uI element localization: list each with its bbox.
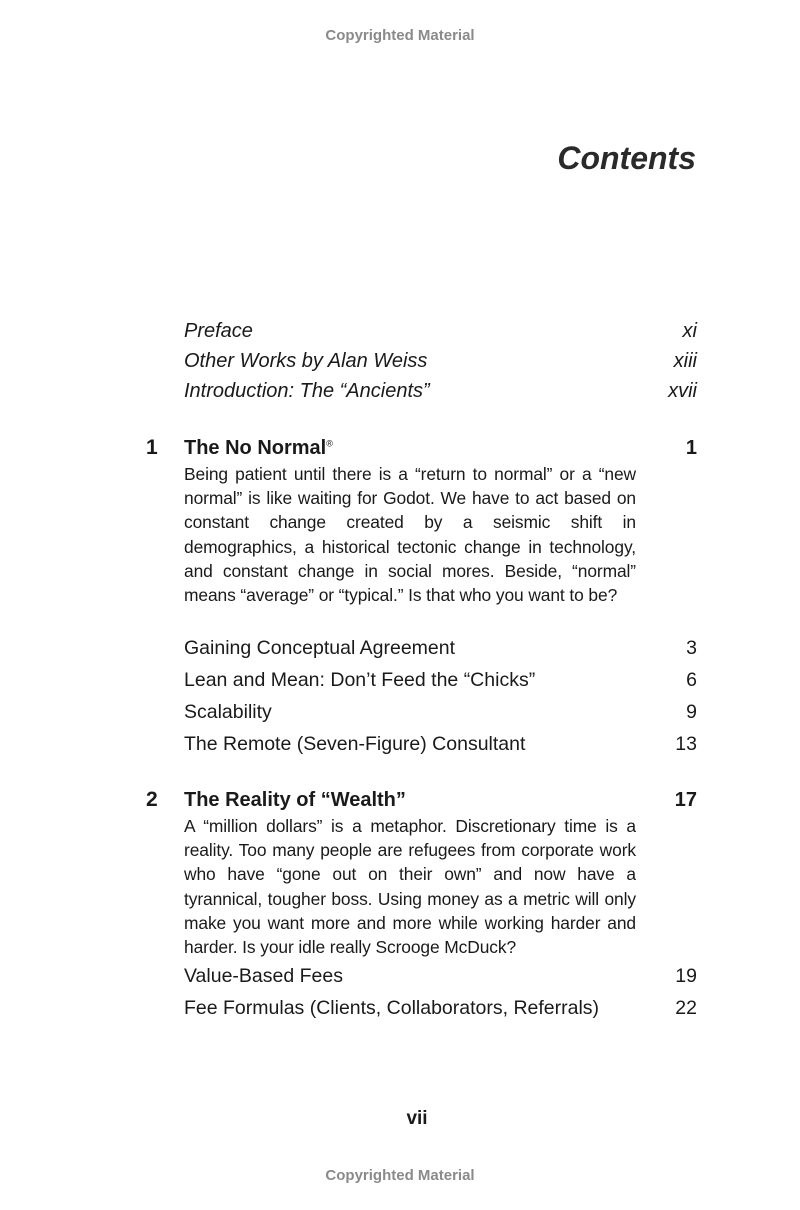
section-page: 22	[675, 997, 697, 1019]
toc-section-entry[interactable]	[184, 997, 697, 1020]
copyright-watermark-top: Copyrighted Material	[325, 27, 475, 44]
copyright-watermark-bottom: Copyrighted Material	[325, 1167, 475, 1184]
toc-section-entry[interactable]	[184, 669, 697, 692]
chapter-1-description: Being patient until there is a “return to normal” or a “new normal” is like waiting for Godot. We have to act based on constant change created by a seismic shift in demographics, a historical tectonic change in technology, and constant change in social mores. Beside, “normal” means “average” or “typical.” Is that who you want to be?	[184, 464, 636, 606]
toc-entry-introduction[interactable]	[184, 380, 697, 403]
chapter-2-title: The Reality of “Wealth”	[184, 789, 406, 811]
chapter-2-title-row[interactable]	[184, 789, 697, 812]
contents-heading: Contents	[557, 140, 696, 176]
section-page: 13	[675, 733, 697, 755]
toc-entry-other-works[interactable]	[184, 350, 697, 373]
chapter-1-page: 1	[685, 437, 697, 459]
toc-section-entry[interactable]	[184, 965, 697, 988]
chapter-1-title: The No Normal®	[184, 437, 333, 459]
toc-section-entry[interactable]	[184, 701, 697, 724]
toc-section-entry[interactable]	[184, 733, 697, 756]
chapter-1-number: 1	[146, 436, 158, 459]
section-page: 6	[686, 669, 697, 691]
section-page: 19	[675, 965, 697, 987]
toc-entry-page: xiii	[673, 350, 697, 372]
section-title: Fee Formulas (Clients, Collaborators, Referrals)	[184, 997, 600, 1019]
section-page: 9	[686, 701, 697, 723]
chapter-2-description: A “million dollars” is a metaphor. Discretionary time is a reality. Too many people are refugees from corporate work who have “gone out on their own” and now have a tyrannical, tougher boss. Using money as a metric will only make you want more and more while working harder and harder. Is your idle really Scrooge McDuck?	[184, 816, 636, 958]
section-title: Scalability	[184, 701, 272, 723]
section-title: Lean and Mean: Don’t Feed the “Chicks”	[184, 669, 536, 691]
section-title: Gaining Conceptual Agreement	[184, 637, 456, 659]
section-title: Value-Based Fees	[184, 965, 343, 987]
toc-section-entry[interactable]	[184, 637, 697, 660]
chapter-2-number: 2	[146, 788, 158, 811]
toc-entry-page: xi	[682, 320, 697, 342]
toc-entry-title: Other Works by Alan Weiss	[184, 350, 428, 372]
toc-entry-title: Preface	[184, 320, 253, 342]
toc-entry-preface[interactable]	[184, 320, 697, 343]
toc-entry-page: xvii	[668, 380, 697, 402]
section-page: 3	[686, 637, 697, 659]
toc-entry-title: Introduction: The “Ancients”	[184, 380, 430, 402]
chapter-2-page: 17	[674, 789, 697, 811]
chapter-1-title-row[interactable]	[184, 437, 697, 460]
page-number: vii	[406, 1108, 428, 1129]
section-title: The Remote (Seven-Figure) Consultant	[184, 733, 526, 755]
registered-mark: ®	[326, 438, 333, 449]
